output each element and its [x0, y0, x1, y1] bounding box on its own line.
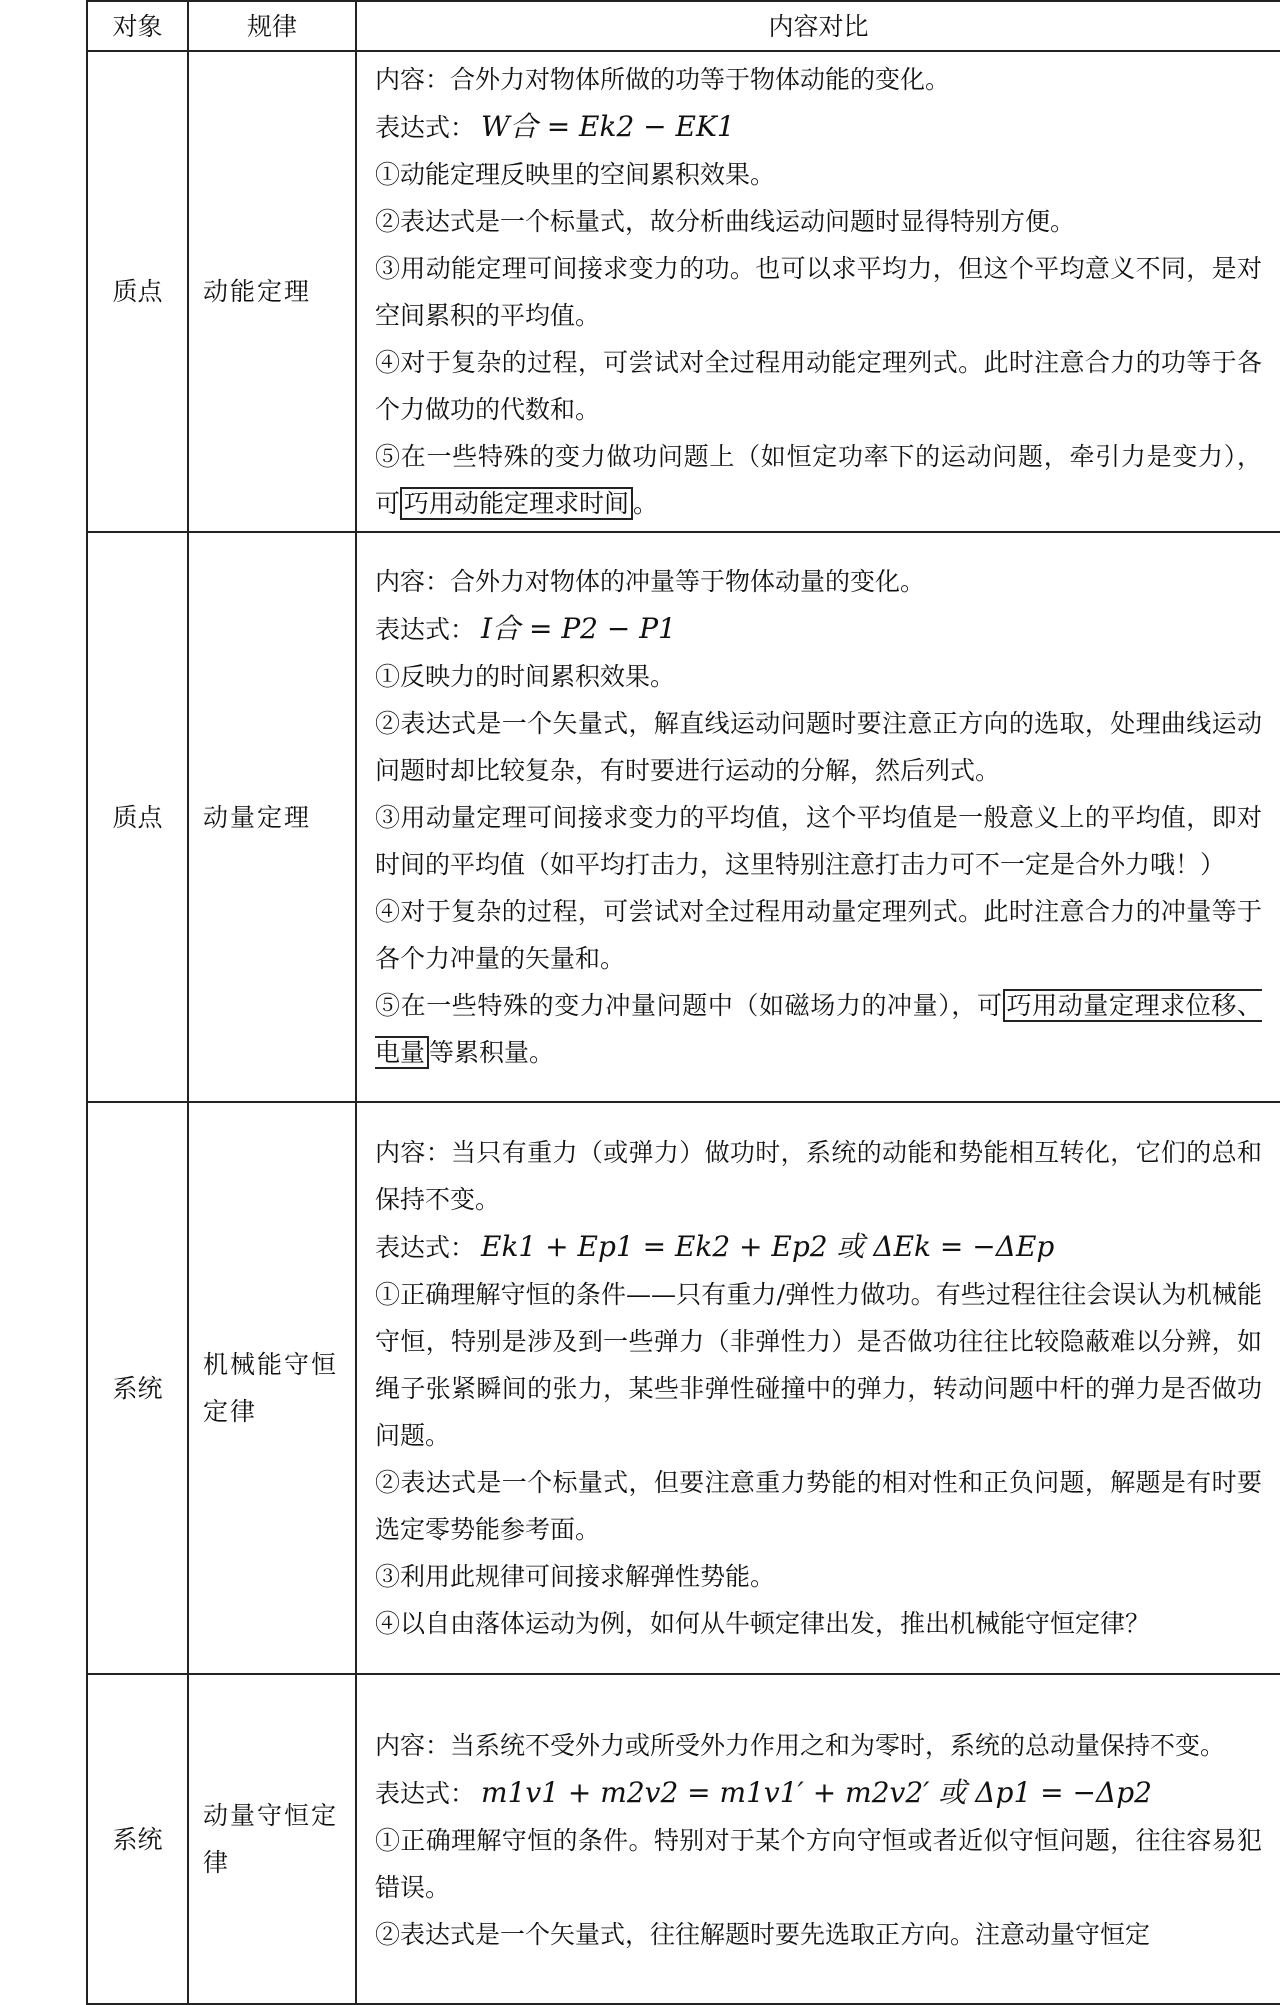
expression-formula — [481, 1230, 1054, 1263]
point-3: ③用动量定理可间接求变力的平均值，这个平均值是一般意义上的平均值，即对时间的平均值（如平均打击力，这里特别注意打击力可不一定是合外力哦！） — [375, 803, 1262, 879]
row-law: 动能定理 — [188, 51, 356, 532]
expression-label: 表达式： — [375, 1778, 476, 1808]
row-content — [356, 532, 1280, 1102]
content-text: 内容：当只有重力（或弹力）做功时，系统的动能和势能相互转化，它们的总和保持不变。 — [375, 1138, 1262, 1214]
expression-line — [375, 1223, 1262, 1271]
expression-label: 表达式： — [375, 1233, 476, 1262]
row-content — [356, 51, 1280, 532]
expression-label: 表达式： — [375, 615, 476, 644]
point-1: ①动能定理反映里的空间累积效果。 — [375, 160, 776, 189]
row-law: 机械能守恒定律 — [188, 1102, 356, 1674]
expression-text: I合 = P2 − P1 — [481, 612, 676, 645]
content-text: 内容：合外力对物体的冲量等于物体动量的变化。 — [375, 567, 926, 596]
row-law: 动量定理 — [188, 532, 356, 1102]
table-row — [87, 51, 1280, 532]
point-4: ④以自由落体运动为例，如何从牛顿定律出发，推出机械能守恒定律？ — [375, 1609, 1151, 1638]
boxed-highlight: 巧用动能定理求时间 — [400, 487, 633, 520]
point-3: ③利用此规律可间接求解弹性势能。 — [375, 1562, 776, 1591]
row-object: 质点 — [87, 51, 188, 532]
point-5-tail: 。 — [633, 489, 659, 518]
row-content — [356, 1102, 1280, 1674]
expression-text: Ek1 + Ep1 = Ek2 + Ep2 或 ΔEk = −ΔEp — [481, 1230, 1055, 1263]
row-content — [356, 1674, 1280, 2004]
expression-formula — [481, 1776, 1152, 1809]
point-5 — [375, 433, 1262, 527]
expression-line — [375, 1769, 1262, 1817]
table-row — [87, 1674, 1280, 2004]
boxed-highlight: 巧用动量定理求位移、电量 — [375, 991, 1262, 1067]
header-contrast: 内容对比 — [356, 1, 1280, 51]
header-law: 规律 — [188, 1, 356, 51]
point-1: ①正确理解守恒的条件——只有重力/弹性力做功。有些过程往往会误认为机械能守恒，特别是涉及到一些弹力（非弹性力）是否做功往往比较隐蔽难以分辨，如绳子张紧瞬间的张力，某些非弹性碰撞中的弹力，转动问题中杆的弹力是否做功问题。 — [375, 1280, 1262, 1450]
row-object: 质点 — [87, 532, 188, 1102]
header-row — [87, 1, 1280, 51]
point-5-tail: 等累积量。 — [429, 1038, 555, 1067]
comparison-table — [86, 0, 1280, 2005]
expression-line — [375, 103, 1262, 151]
point-4: ④对于复杂的过程，可尝试对全过程用动量定理列式。此时注意合力的冲量等于各个力冲量的矢量和。 — [375, 897, 1262, 973]
point-2: ②表达式是一个标量式，故分析曲线运动问题时显得特别方便。 — [375, 207, 1076, 236]
row-object: 系统 — [87, 1674, 188, 2004]
point-5-text: ⑤在一些特殊的变力做功问题上（如恒定功率下的运动问题，牵引力是变力），可 — [375, 442, 1262, 518]
point-2: ②表达式是一个矢量式，解直线运动问题时要注意正方向的选取，处理曲线运动问题时却比较复杂，有时要进行运动的分解，然后列式。 — [375, 709, 1262, 785]
expression-label: 表达式： — [375, 113, 476, 142]
point-5-text: ⑤在一些特殊的变力冲量问题中（如磁场力的冲量），可 — [375, 991, 1003, 1020]
header-object: 对象 — [87, 1, 188, 51]
expression-line — [375, 605, 1262, 653]
point-4: ④对于复杂的过程，可尝试对全过程用动能定理列式。此时注意合力的功等于各个力做功的代数和。 — [375, 348, 1262, 424]
expression-formula — [481, 110, 735, 143]
point-2: ②表达式是一个标量式，但要注意重力势能的相对性和正负问题，解题是有时要选定零势能参考面。 — [375, 1468, 1262, 1544]
point-1: ①反映力的时间累积效果。 — [375, 662, 676, 691]
point-2: ②表达式是一个矢量式，往往解题时要先选取正方向。注意动量守恒定 — [375, 1919, 1151, 1949]
expression-text: m1v1 + m2v2 = m1v1′ + m2v2′ 或 Δp1 = −Δp2 — [481, 1775, 1152, 1809]
point-5 — [375, 982, 1262, 1076]
row-law: 动量守恒定律 — [188, 1674, 356, 2004]
table-row — [87, 1102, 1280, 1674]
content-text: 内容：当系统不受外力或所受外力作用之和为零时，系统的总动量保持不变。 — [375, 1730, 1226, 1760]
expression-formula — [481, 612, 676, 645]
table-row — [87, 532, 1280, 1102]
point-1: ①正确理解守恒的条件。特别对于某个方向守恒或者近似守恒问题，往往容易犯错误。 — [375, 1825, 1262, 1902]
expression-text: W合 = Ek2 − EK1 — [481, 110, 735, 143]
point-3: ③用动能定理可间接求变力的功。也可以求平均力，但这个平均意义不同，是对空间累积的平均值。 — [375, 254, 1262, 330]
content-text: 内容：合外力对物体所做的功等于物体动能的变化。 — [375, 65, 951, 94]
row-object: 系统 — [87, 1102, 188, 1674]
